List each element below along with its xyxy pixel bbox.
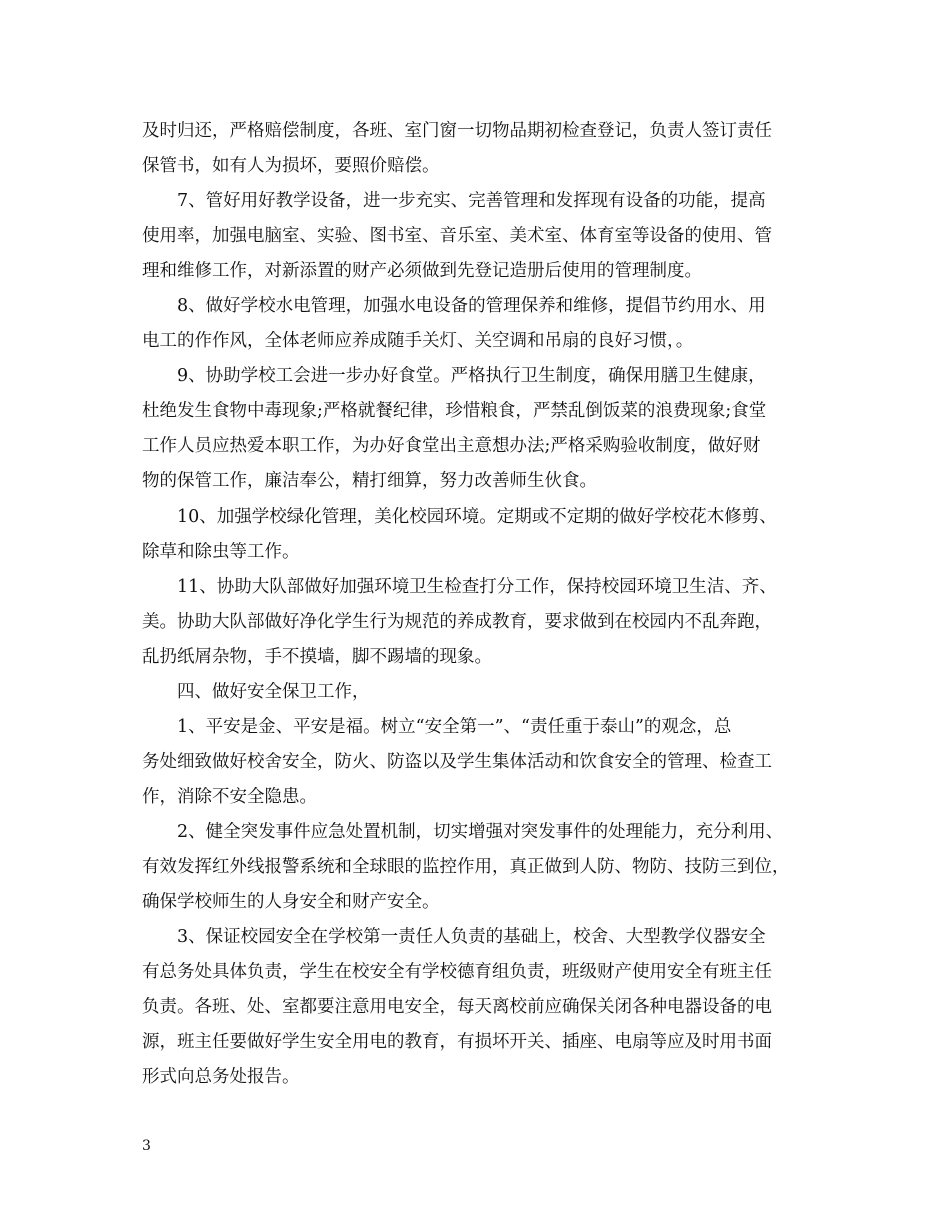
- text-line: 3、保证校园安全在学校第一责任人负责的基础上，校舍、大型教学仪器安全: [142, 927, 766, 947]
- text-line: 电工的作作风，全体老师应养成随手关灯、关空调和吊扇的良好习惯，。: [142, 331, 694, 351]
- text-line: 9、协助学校工会进一步办好食堂。严格执行卫生制度，确保用膳卫生健康，: [142, 366, 766, 386]
- text-line: 8、做好学校水电管理，加强水电设备的管理保养和维修，提倡节约用水、用: [142, 296, 766, 316]
- page-number: 3: [142, 1138, 151, 1154]
- text-line: 理和维修工作，对新添置的财产必须做到先登记造册后使用的管理制度。: [142, 261, 702, 281]
- text-line: 务处细致做好校舍安全，防火、防盗以及学生集体活动和饮食安全的管理、检查工: [142, 752, 772, 772]
- text-line: 保管书，如有人为损坏，要照价赔偿。: [142, 156, 440, 176]
- text-line: 2、健全突发事件应急处置机制，切实增强对突发事件的处理能力，充分利用、: [142, 822, 784, 842]
- text-line: 10、加强学校绿化管理，美化校园环境。定期或不定期的做好学校花木修剪、: [142, 507, 777, 527]
- text-line: 有效发挥红外线报警系统和全球眼的监控作用，真正做到人防、物防、技防三到位，: [142, 857, 790, 877]
- text-line: 确保学校师生的人身安全和财产安全。: [142, 892, 440, 912]
- text-line: 源，班主任要做好学生安全用电的教育，有损坏开关、插座、电扇等应及时用书面: [142, 1032, 772, 1052]
- text-line: 作，消除不安全隐患。: [142, 787, 317, 807]
- text-line: 物的保管工作，廉洁奉公，精打细算，努力改善师生伙食。: [142, 471, 597, 491]
- text-line: 美。协助大队部做好净化学生行为规范的养成教育，要求做到在校园内不乱奔跑，: [142, 612, 772, 632]
- text-line: 1、平安是金、平安是福。树立“安全第一”、“责任重于泰山”的观念，总: [142, 717, 732, 737]
- text-line: 工作人员应热爱本职工作，为办好食堂出主意想办法;严格采购验收制度，做好财: [142, 436, 761, 456]
- text-line: 形式向总务处报告。: [142, 1067, 300, 1087]
- text-line: 7、管好用好教学设备，进一步充实、完善管理和发挥现有设备的功能，提高: [142, 191, 766, 211]
- text-line: 使用率，加强电脑室、实验、图书室、音乐室、美术室、体育室等设备的使用、管: [142, 226, 772, 246]
- text-line: 负责。各班、处、室都要注意用电安全，每天离校前应确保关闭各种电器设备的电: [142, 997, 772, 1017]
- text-line: 11、协助大队部做好加强环境卫生检查打分工作，保持校园环境卫生洁、齐、: [142, 577, 777, 597]
- text-line: 除草和除虫等工作。: [142, 542, 300, 562]
- text-line: 四、做好安全保卫工作，: [142, 682, 370, 702]
- text-line: 及时归还，严格赔偿制度，各班、室门窗一切物品期初检查登记，负责人签订责任: [142, 121, 772, 141]
- text-line: 杜绝发生食物中毒现象;严格就餐纪律，珍惜粮食，严禁乱倒饭菜的浪费现象;食堂: [142, 401, 767, 421]
- text-line: 乱扔纸屑杂物，手不摸墙，脚不踢墙的现象。: [142, 647, 492, 667]
- text-line: 有总务处具体负责，学生在校安全有学校德育组负责，班级财产使用安全有班主任: [142, 962, 772, 982]
